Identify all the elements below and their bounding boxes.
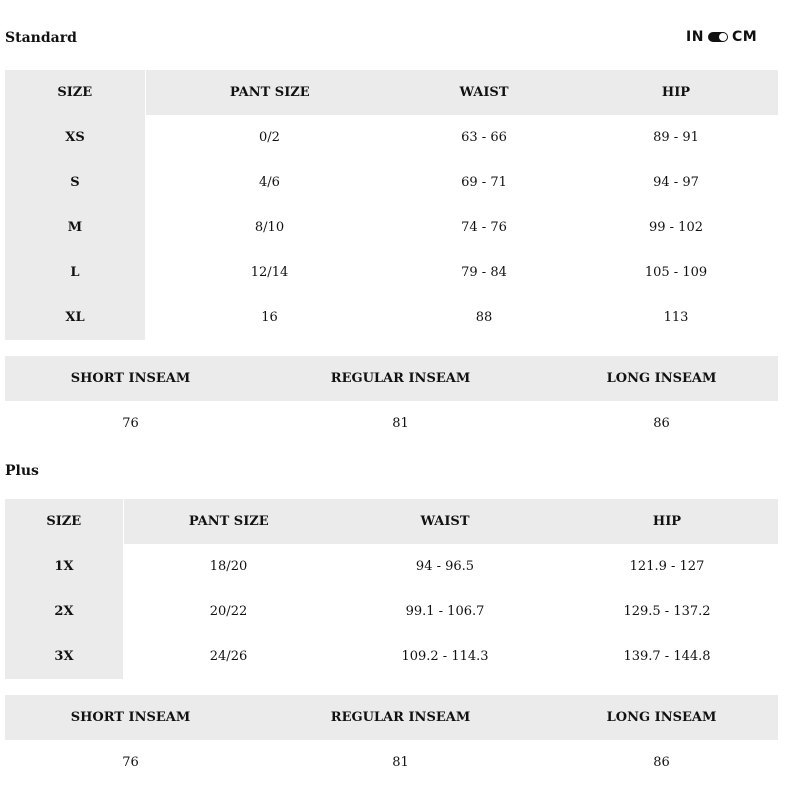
inseam-header-row: [5, 695, 778, 740]
waist-cell: 79 - 84: [461, 265, 507, 280]
column-header-hip: HIP: [556, 499, 778, 544]
size-cell: XS: [5, 115, 145, 160]
column-header-waist: WAIST: [394, 70, 574, 115]
hip-cell: 113: [663, 310, 689, 325]
column-header-short-inseam: SHORT INSEAM: [5, 356, 256, 401]
size-cell: S: [5, 160, 145, 205]
waist-cell: 88: [475, 310, 493, 325]
table-row: [5, 544, 778, 589]
size-cell: M: [5, 205, 145, 250]
column-header-regular-inseam: REGULAR INSEAM: [256, 356, 545, 401]
cm-unit-label[interactable]: CM: [731, 29, 758, 45]
standard-size-table: [5, 70, 778, 340]
table-row: [5, 160, 778, 205]
plus-size-table: [5, 499, 778, 679]
hip-cell: 139.7 - 144.8: [623, 649, 711, 664]
size-cell: 2X: [5, 589, 123, 634]
regular-inseam-cell: 81: [392, 416, 409, 431]
column-header-size: SIZE: [5, 499, 123, 544]
column-header-waist: WAIST: [334, 499, 556, 544]
table-row: [5, 205, 778, 250]
size-cell: XL: [5, 295, 145, 340]
plus-section-title: Plus: [5, 463, 39, 479]
switch-knob-icon: [719, 33, 727, 41]
column-header-long-inseam: LONG INSEAM: [545, 356, 778, 401]
hip-cell: 94 - 97: [653, 175, 699, 190]
standard-section-title: Standard: [5, 30, 77, 46]
pant-size-cell: 20/22: [209, 604, 248, 619]
short-inseam-cell: 76: [122, 416, 139, 431]
short-inseam-cell: 76: [122, 755, 139, 770]
standard-inseam-table: [5, 356, 778, 446]
column-header-long-inseam: LONG INSEAM: [545, 695, 778, 740]
pant-size-cell: 4/6: [259, 175, 280, 190]
column-header-regular-inseam: REGULAR INSEAM: [256, 695, 545, 740]
pant-size-cell: 12/14: [250, 265, 289, 280]
column-header-size: SIZE: [5, 70, 145, 115]
unit-switch[interactable]: [708, 32, 728, 42]
size-cell: 1X: [5, 544, 123, 589]
column-header-hip: HIP: [574, 70, 778, 115]
table-row: [5, 401, 778, 446]
waist-cell: 74 - 76: [461, 220, 507, 235]
waist-cell: 63 - 66: [461, 130, 507, 145]
long-inseam-cell: 86: [653, 755, 670, 770]
column-header-pant-size: PANT SIZE: [145, 70, 394, 115]
pant-size-cell: 0/2: [259, 130, 280, 145]
hip-cell: 89 - 91: [653, 130, 699, 145]
inseam-header-row: [5, 356, 778, 401]
pant-size-cell: 18/20: [209, 559, 248, 574]
waist-cell: 94 - 96.5: [415, 559, 475, 574]
column-header-short-inseam: SHORT INSEAM: [5, 695, 256, 740]
plus-inseam-table: [5, 695, 778, 785]
waist-cell: 69 - 71: [461, 175, 507, 190]
table-row: [5, 634, 778, 679]
table-row: [5, 250, 778, 295]
table-row: [5, 589, 778, 634]
inch-unit-label[interactable]: IN: [686, 29, 704, 45]
long-inseam-cell: 86: [653, 416, 670, 431]
hip-cell: 99 - 102: [648, 220, 703, 235]
table-row: [5, 740, 778, 785]
hip-cell: 129.5 - 137.2: [623, 604, 711, 619]
pant-size-cell: 8/10: [254, 220, 285, 235]
table-header-row: [5, 70, 778, 115]
waist-cell: 99.1 - 106.7: [405, 604, 485, 619]
hip-cell: 105 - 109: [644, 265, 708, 280]
pant-size-cell: 16: [261, 310, 278, 325]
table-row: [5, 115, 778, 160]
unit-toggle[interactable]: [686, 29, 757, 45]
column-header-pant-size: PANT SIZE: [123, 499, 334, 544]
regular-inseam-cell: 81: [392, 755, 409, 770]
table-header-row: [5, 499, 778, 544]
size-cell: L: [5, 250, 145, 295]
waist-cell: 109.2 - 114.3: [401, 649, 489, 664]
pant-size-cell: 24/26: [209, 649, 248, 664]
size-cell: 3X: [5, 634, 123, 679]
hip-cell: 121.9 - 127: [629, 559, 705, 574]
table-row: [5, 295, 778, 340]
